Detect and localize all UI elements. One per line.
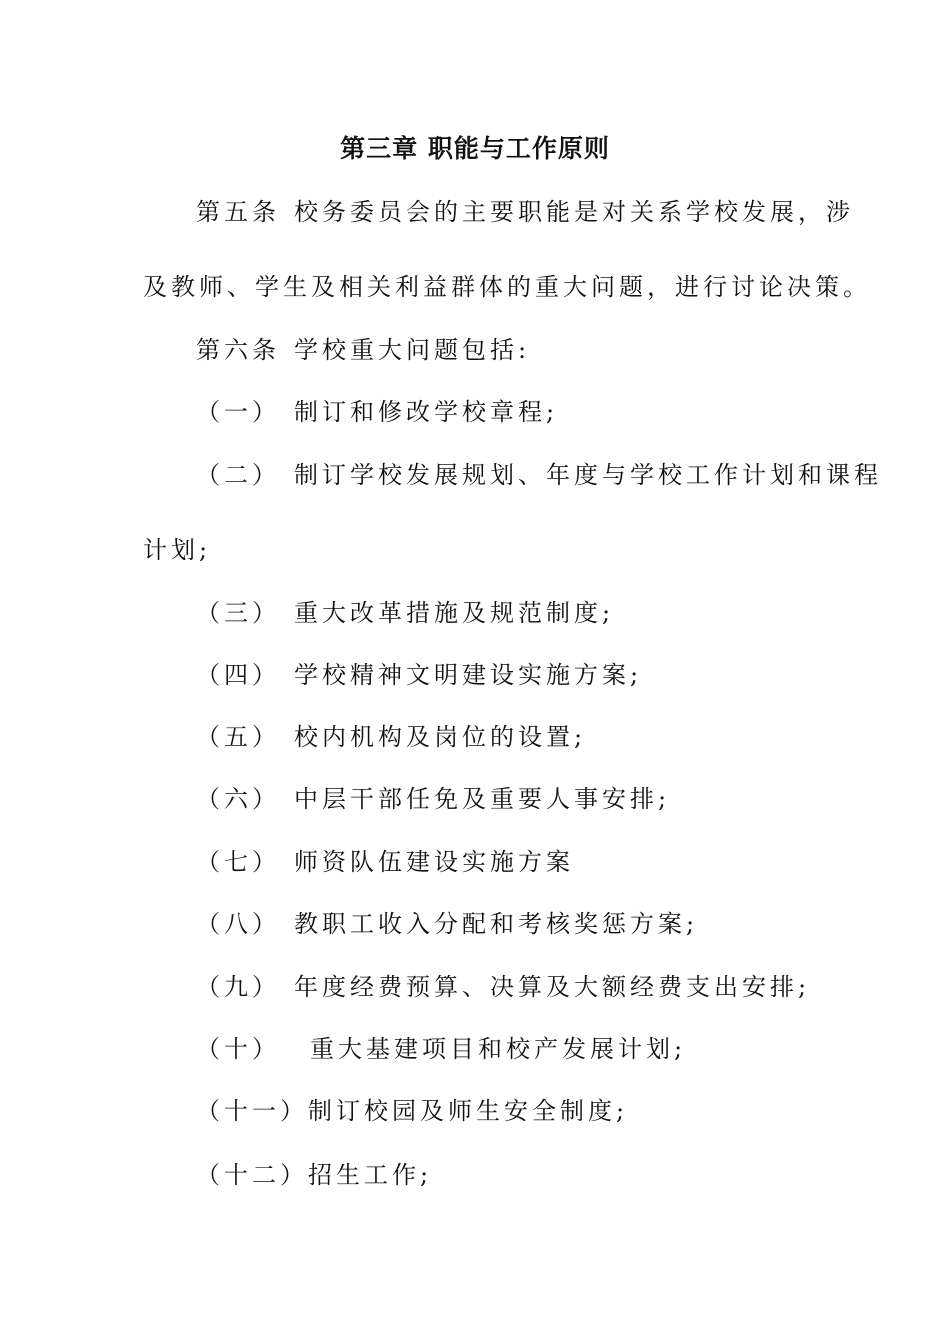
- article-6-label: 第六条: [196, 336, 280, 364]
- item-number: （十）: [196, 1035, 280, 1063]
- list-item: [196, 1095, 628, 1127]
- item-text: 制订校园及师生安全制度;: [308, 1097, 629, 1125]
- article-6-text: 学校重大问题包括:: [294, 336, 531, 364]
- list-item: [196, 971, 810, 1003]
- item-text: 师资队伍建设实施方案: [294, 848, 574, 876]
- item-text: 教职工收入分配和考核奖惩方案;: [294, 910, 699, 938]
- item-text: 重大改革措施及规范制度;: [294, 599, 615, 627]
- item-text: 中层干部任免及重要人事安排;: [294, 785, 671, 813]
- item-text: 重大基建项目和校产发展计划;: [310, 1035, 687, 1063]
- item-number: （六）: [196, 785, 280, 813]
- list-item: [196, 597, 614, 629]
- item-text: 招生工作;: [308, 1161, 433, 1189]
- list-item: [196, 908, 698, 940]
- item-text: 制订和修改学校章程;: [294, 398, 559, 426]
- item-text: 年度经费预算、决算及大额经费支出安排;: [294, 973, 811, 1001]
- article-5-label: 第五条: [196, 198, 280, 226]
- item-number: （十二）: [196, 1161, 308, 1189]
- item-number: （三）: [196, 599, 280, 627]
- article-5-line-1: [196, 196, 854, 228]
- item-number: （九）: [196, 973, 280, 1001]
- article-5-line-2: 及教师、学生及相关利益群体的重大问题，进行讨论决策。: [143, 273, 871, 301]
- item-number: （十一）: [196, 1097, 308, 1125]
- item-number: （二）: [196, 461, 280, 489]
- item-number: （五）: [196, 723, 280, 751]
- list-item: [196, 721, 586, 753]
- list-item: [196, 459, 882, 491]
- list-item: [196, 1033, 686, 1065]
- list-item-continuation: 计划;: [143, 536, 212, 564]
- item-text: 校内机构及岗位的设置;: [294, 723, 587, 751]
- list-item: [196, 783, 670, 815]
- list-item: [196, 396, 558, 428]
- list-item: [196, 659, 642, 691]
- article-6-line: [196, 334, 530, 366]
- list-item: [196, 846, 574, 878]
- item-number: （七）: [196, 848, 280, 876]
- chapter-title: 第三章 职能与工作原则: [340, 134, 610, 163]
- item-text: 学校精神文明建设实施方案;: [294, 661, 643, 689]
- article-5-text: 校务委员会的主要职能是对关系学校发展，涉: [294, 198, 854, 226]
- item-text: 制订学校发展规划、年度与学校工作计划和课程: [294, 461, 882, 489]
- item-number: （八）: [196, 910, 280, 938]
- item-number: （四）: [196, 661, 280, 689]
- list-item: [196, 1159, 432, 1191]
- item-number: （一）: [196, 398, 280, 426]
